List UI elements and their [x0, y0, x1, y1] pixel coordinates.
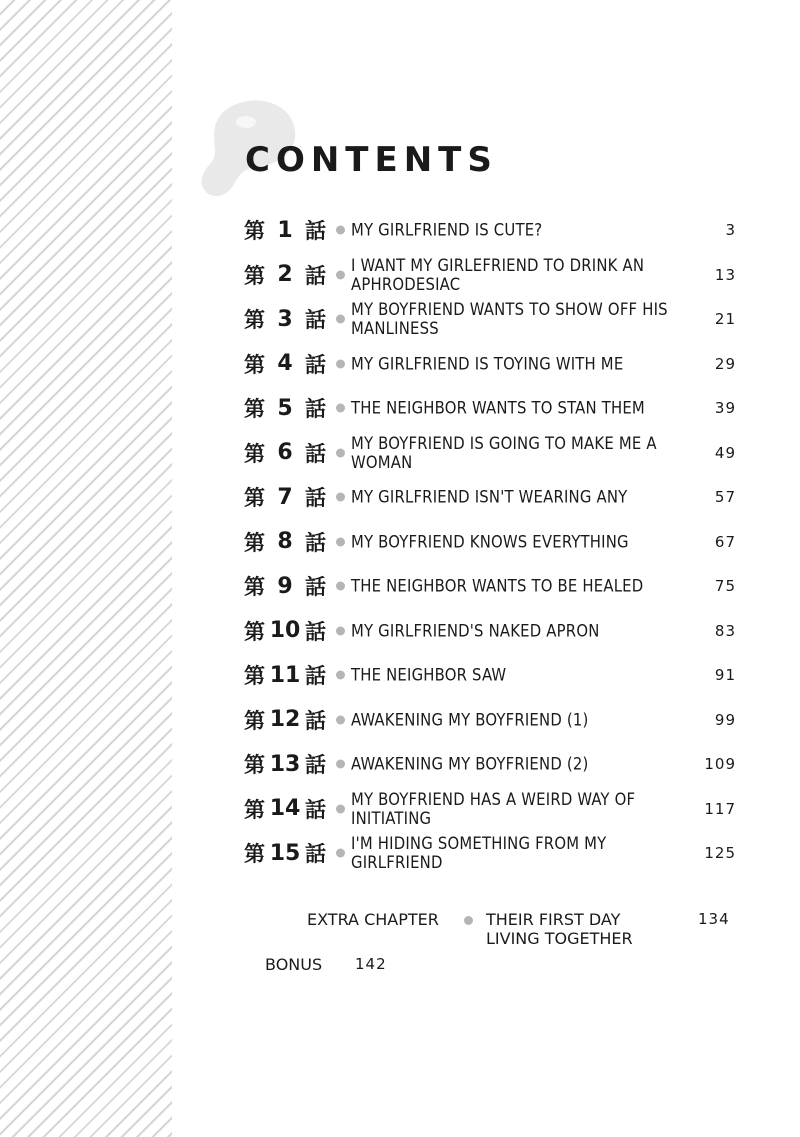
chapter-num: 6 — [277, 440, 293, 466]
chapter-number — [244, 749, 326, 779]
extra-chapter-label: EXTRA CHAPTER — [307, 910, 439, 929]
chapter-title: THE NEIGHBOR WANTS TO BE HEALED — [351, 576, 644, 596]
chapter-prefix: 第 — [244, 618, 265, 644]
chapter-row[interactable] — [244, 698, 736, 743]
chapter-num: 7 — [277, 484, 293, 510]
chapter-prefix: 第 — [244, 218, 265, 244]
bullet-icon — [336, 270, 345, 279]
chapter-num: 3 — [277, 306, 293, 332]
chapter-row[interactable] — [244, 787, 736, 832]
chapter-prefix: 第 — [244, 262, 265, 288]
chapter-page: 57 — [714, 488, 736, 507]
chapter-number — [244, 438, 326, 468]
bullet-icon — [336, 404, 345, 413]
chapter-row[interactable] — [244, 564, 736, 609]
chapter-number — [244, 660, 326, 690]
bullet-icon — [336, 582, 345, 591]
chapter-row[interactable] — [244, 742, 736, 787]
chapter-page: 75 — [714, 577, 736, 596]
extra-chapter-title: THEIR FIRST DAY LIVING TOGETHER — [486, 910, 633, 948]
chapter-row[interactable] — [244, 475, 736, 520]
chapter-prefix: 第 — [244, 396, 265, 422]
chapter-row[interactable] — [244, 208, 736, 253]
chapter-num: 13 — [269, 751, 301, 777]
chapter-page: 67 — [714, 532, 736, 551]
chapter-title: MY GIRLFRIEND'S NAKED APRON — [351, 621, 600, 641]
chapter-title: MY BOYFRIEND WANTS TO SHOW OFF HIS MANLINESS — [351, 300, 668, 339]
chapter-page: 39 — [714, 399, 736, 418]
chapter-num: 14 — [269, 796, 301, 822]
chapter-page: 99 — [714, 710, 736, 729]
chapter-num: 9 — [277, 573, 293, 599]
chapter-prefix: 第 — [244, 663, 265, 689]
chapter-prefix: 第 — [244, 707, 265, 733]
chapter-prefix: 第 — [244, 752, 265, 778]
chapter-suffix: 話 — [305, 796, 326, 822]
bonus-row[interactable] — [0, 955, 800, 979]
chapter-suffix: 話 — [305, 574, 326, 600]
chapter-prefix: 第 — [244, 841, 265, 867]
chapter-title: MY GIRLFRIEND IS CUTE? — [351, 220, 543, 240]
chapter-suffix: 話 — [305, 752, 326, 778]
chapter-title: AWAKENING MY BOYFRIEND (2) — [351, 754, 589, 774]
bullet-icon — [464, 916, 473, 925]
bonus-page: 142 — [355, 955, 387, 973]
bullet-icon — [336, 359, 345, 368]
chapter-row[interactable] — [244, 386, 736, 431]
chapter-number — [244, 393, 326, 423]
chapter-suffix: 話 — [305, 663, 326, 689]
chapter-title: MY GIRLFRIEND IS TOYING WITH ME — [351, 354, 624, 374]
chapter-number — [244, 215, 326, 245]
chapter-num: 11 — [269, 662, 301, 688]
chapter-title: THE NEIGHBOR SAW — [351, 665, 507, 685]
chapter-number — [244, 571, 326, 601]
page-title: CONTENTS — [245, 140, 498, 180]
chapter-row[interactable] — [244, 520, 736, 565]
chapter-prefix: 第 — [244, 574, 265, 600]
chapter-row[interactable] — [244, 831, 736, 876]
chapter-num: 10 — [269, 618, 301, 644]
chapter-num: 12 — [269, 707, 301, 733]
chapter-suffix: 話 — [305, 351, 326, 377]
bullet-icon — [336, 849, 345, 858]
chapter-page: 125 — [704, 844, 736, 863]
chapter-title: MY GIRLFRIEND ISN'T WEARING ANY — [351, 487, 628, 507]
chapter-number — [244, 304, 326, 334]
bullet-icon — [336, 804, 345, 813]
chapter-title: MY BOYFRIEND HAS A WEIRD WAY OF INITIATING — [351, 789, 636, 828]
chapter-num: 8 — [277, 529, 293, 555]
chapter-prefix: 第 — [244, 440, 265, 466]
chapter-page: 29 — [714, 354, 736, 373]
chapter-page: 109 — [704, 755, 736, 774]
chapter-row[interactable] — [244, 297, 736, 342]
bonus-label: BONUS — [265, 955, 323, 974]
chapter-suffix: 話 — [305, 440, 326, 466]
chapter-title: MY BOYFRIEND KNOWS EVERYTHING — [351, 532, 629, 552]
chapter-num: 2 — [277, 262, 293, 288]
chapter-suffix: 話 — [305, 218, 326, 244]
bullet-icon — [336, 493, 345, 502]
chapter-suffix: 話 — [305, 262, 326, 288]
chapter-row[interactable] — [244, 609, 736, 654]
bullet-icon — [336, 760, 345, 769]
chapter-page: 49 — [714, 443, 736, 462]
bullet-icon — [336, 315, 345, 324]
bullet-icon — [336, 537, 345, 546]
bullet-icon — [336, 226, 345, 235]
chapter-page: 13 — [714, 265, 736, 284]
chapter-page: 3 — [725, 221, 736, 240]
chapter-suffix: 話 — [305, 485, 326, 511]
bullet-icon — [336, 715, 345, 724]
chapter-suffix: 話 — [305, 618, 326, 644]
bullet-icon — [336, 671, 345, 680]
chapter-title: I WANT MY GIRLEFRIEND TO DRINK AN APHRODESIAC — [351, 255, 645, 294]
chapter-row[interactable] — [244, 342, 736, 387]
chapter-prefix: 第 — [244, 485, 265, 511]
chapter-number — [244, 705, 326, 735]
chapter-page: 91 — [714, 666, 736, 685]
extra-chapter-row[interactable] — [0, 910, 800, 950]
chapter-suffix: 話 — [305, 841, 326, 867]
chapter-number — [244, 349, 326, 379]
chapter-number — [244, 794, 326, 824]
chapter-suffix: 話 — [305, 396, 326, 422]
chapter-number — [244, 260, 326, 290]
table-of-contents — [244, 208, 736, 876]
chapter-page: 21 — [714, 310, 736, 329]
chapter-row[interactable] — [244, 653, 736, 698]
chapter-prefix: 第 — [244, 351, 265, 377]
bullet-icon — [336, 626, 345, 635]
chapter-number — [244, 838, 326, 868]
extra-chapter-page: 134 — [698, 910, 730, 928]
chapter-num: 1 — [277, 217, 293, 243]
chapter-number — [244, 482, 326, 512]
bullet-icon — [336, 448, 345, 457]
chapter-prefix: 第 — [244, 529, 265, 555]
chapter-title: THE NEIGHBOR WANTS TO STAN THEM — [351, 398, 645, 418]
chapter-row[interactable] — [244, 431, 736, 476]
chapter-number — [244, 616, 326, 646]
chapter-title: I'M HIDING SOMETHING FROM MY GIRLFRIEND — [351, 834, 607, 873]
chapter-num: 5 — [277, 395, 293, 421]
chapter-suffix: 話 — [305, 529, 326, 555]
chapter-suffix: 話 — [305, 307, 326, 333]
chapter-page: 83 — [714, 621, 736, 640]
chapter-prefix: 第 — [244, 796, 265, 822]
chapter-row[interactable] — [244, 253, 736, 298]
chapter-title: AWAKENING MY BOYFRIEND (1) — [351, 710, 589, 730]
chapter-number — [244, 527, 326, 557]
chapter-num: 15 — [269, 840, 301, 866]
chapter-suffix: 話 — [305, 707, 326, 733]
chapter-prefix: 第 — [244, 307, 265, 333]
chapter-title: MY BOYFRIEND IS GOING TO MAKE ME A WOMAN — [351, 433, 657, 472]
chapter-page: 117 — [704, 799, 736, 818]
chapter-num: 4 — [277, 351, 293, 377]
